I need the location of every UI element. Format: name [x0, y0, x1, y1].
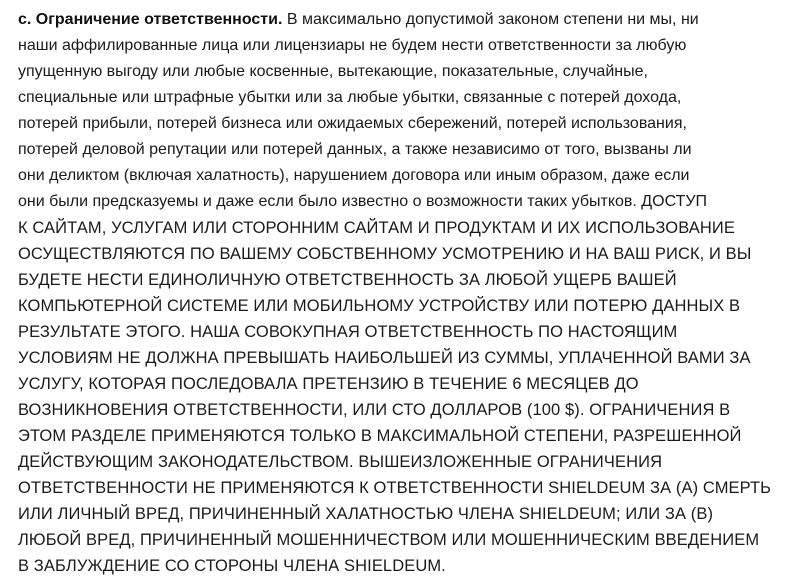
paragraph-line-5: потерей прибыли, потерей бизнеса или ожидаемых сбережений, потерей использования,: [18, 115, 687, 132]
paragraph-line-15: УСЛУГУ, КОТОРАЯ ПОСЛЕДОВАЛА ПРЕТЕНЗИЮ В ТЕЧЕНИЕ 6 МЕСЯЦЕВ ДО: [18, 375, 639, 393]
paragraph-line-3: упущенную выгоду или любые косвенные, вытекающие, показательные, случайные,: [18, 63, 648, 80]
paragraph-line-1: [18, 7, 699, 33]
paragraph-line-7: они деликтом (включая халатность), нарушением договора или иным образом, даже если: [18, 167, 690, 184]
paragraph-line-21: ЛЮБОЙ ВРЕД, ПРИЧИНЕННЫЙ МОШЕННИЧЕСТВОМ ИЛИ МОШЕННИЧЕСКИМ ВВЕДЕНИЕМ: [18, 531, 760, 549]
paragraph-line-16: ВОЗНИКНОВЕНИЯ ОТВЕТСТВЕННОСТИ, ИЛИ СТО ДОЛЛАРОВ (100 $). ОГРАНИЧЕНИЯ В: [18, 401, 731, 419]
paragraph-text: В максимально допустимой законом степени ни мы, ни: [282, 11, 699, 28]
paragraph-line-10: ОСУЩЕСТВЛЯЮТСЯ ПО ВАШЕМУ СОБСТВЕННОМУ УСМОТРЕНИЮ И НА ВАШ РИСК, И ВЫ: [18, 245, 752, 263]
paragraph-line-2: наши аффилированные лица или лицензиары не будем нести ответственности за любую: [18, 37, 687, 54]
paragraph-line-4: специальные или штрафные убытки или за любые убытки, связанные с потерей дохода,: [18, 89, 682, 106]
paragraph-line-14: УСЛОВИЯМ НЕ ДОЛЖНА ПРЕВЫШАТЬ НАИБОЛЬШЕЙ ИЗ СУММЫ, УПЛАЧЕННОЙ ВАМИ ЗА: [18, 349, 751, 367]
paragraph-line-17: ЭТОМ РАЗДЕЛЕ ПРИМЕНЯЮТСЯ ТОЛЬКО В МАКСИМАЛЬНОЙ СТЕПЕНИ, РАЗРЕШЕННОЙ: [18, 427, 742, 445]
paragraph-line-12: КОМПЬЮТЕРНОЙ СИСТЕМЕ ИЛИ МОБИЛЬНОМУ УСТРОЙСТВУ ИЛИ ПОТЕРЮ ДАННЫХ В: [18, 297, 741, 315]
paragraph-line-9: К САЙТАМ, УСЛУГАМ ИЛИ СТОРОННИМ САЙТАМ И ПРОДУКТАМ И ИХ ИСПОЛЬЗОВАНИЕ: [18, 219, 735, 237]
paragraph-line-13: РЕЗУЛЬТАТЕ ЭТОГО. НАША СОВОКУПНАЯ ОТВЕТСТВЕННОСТЬ ПО НАСТОЯЩИМ: [18, 323, 678, 341]
paragraph-line-19: ОТВЕТСТВЕННОСТИ НЕ ПРИМЕНЯЮТСЯ К ОТВЕТСТВЕННОСТИ SHIELDEUM ЗА (A) СМЕРТЬ: [18, 479, 772, 497]
paragraph-line-11: БУДЕТЕ НЕСТИ ЕДИНОЛИЧНУЮ ОТВЕТСТВЕННОСТЬ ЗА ЛЮБОЙ УЩЕРБ ВАШЕЙ: [18, 271, 677, 289]
paragraph-line-6: потерей деловой репутации или потерей данных, а также независимо от того, вызваны ли: [18, 141, 692, 158]
paragraph-line-8: они были предсказуемы и даже если было известно о возможности таких убытков. ДОСТУП: [18, 193, 708, 210]
paragraph-line-18: ДЕЙСТВУЮЩИМ ЗАКОНОДАТЕЛЬСТВОМ. ВЫШЕИЗЛОЖЕННЫЕ ОГРАНИЧЕНИЯ: [18, 453, 663, 471]
paragraph-line-20: ИЛИ ЛИЧНЫЙ ВРЕД, ПРИЧИНЕННЫЙ ХАЛАТНОСТЬЮ ЧЛЕНА SHIELDEUM; ИЛИ ЗА (B): [18, 505, 714, 523]
section-heading: c. Ограничение ответственности.: [18, 11, 283, 28]
paragraph-line-22: В ЗАБЛУЖДЕНИЕ СО СТОРОНЫ ЧЛЕНА SHIELDEUM.: [18, 557, 446, 575]
